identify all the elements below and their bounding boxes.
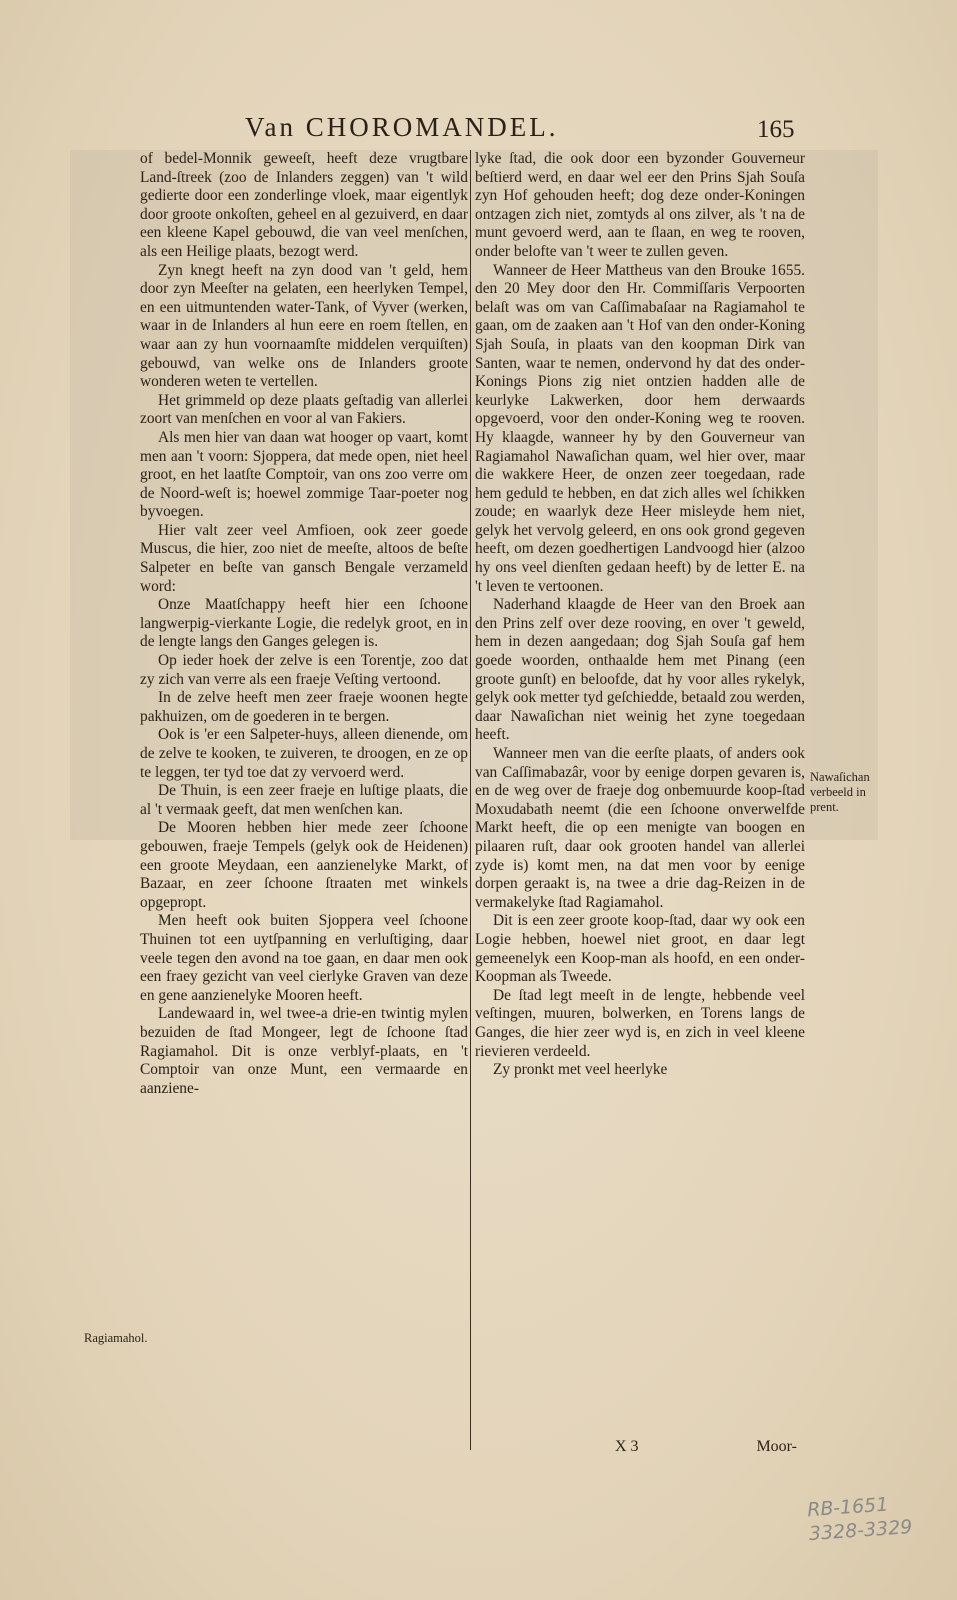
paragraph: Onze Maatſchappy heeft hier een ſchoone langwerpig-vierkante Logie, die redelyk groot, en in de lengte langs den Ganges gelegen is. (140, 596, 468, 651)
paragraph: Landewaard in, wel twee-a drie-en twintig mylen bezuiden de ſtad Mongeer, legt de ſchoone ſtad Ragiamahol. Dit is onze verblyf-plaats, en 't Comptoir van onze Munt, een vermaarde en aanziene- (140, 1005, 468, 1097)
column-rule (470, 150, 471, 1450)
paragraph: Zy pronkt met veel heerlyke (493, 1061, 668, 1079)
paragraph: De ſtad legt meeſt in de lengte, hebbende veel veſtingen, muuren, bolwerken, en Torens langs de Ganges, die hier zeer wyd is, en zich in veel kleene rievieren verdeeld. (475, 986, 805, 1060)
pencil-line: RB-1651 (806, 1493, 890, 1522)
paragraph: Het grimmeld op deze plaats geſtadig van allerlei zoort van menſchen en voor al van Fakiers. (140, 391, 468, 428)
paragraph: Wanneer men van die eerſte plaats, of anders ook van Caſſimabazâr, voor by eenige dorpen gevaren is, en de weg over de fraeje dog onbemuurde koop-ſtad Moxudabath neemt (die een ſchoone onverwelfde Markt heeft, die op een menigte van boogen en pilaaren ruſt, daar ook grooten handel van allerlei zyde is) komt men, na dat men voor by eenige dorpen geraakt is, na twee a drie dag-Reizen in de vermakelyke ſtad Ragiamahol. (475, 745, 805, 911)
signature-mark: X 3 (615, 1438, 639, 1455)
paragraph: lyke ſtad, die ook door een byzonder Gouverneur beſtierd werd, en daar wel eer den Prins Sjah Souſa zyn Hof gehouden heeft; dog deze onder-Koningen ontzagen zich niet, zomtyds al ons zilver, als 't na de munt gevoerd werd, aan te ſlaan, en weg te rooven, onder belofte van 't weer te zullen geven. (475, 150, 805, 260)
paragraph: Op ieder hoek der zelve is een Torentje, zoo dat zy zich van verre als een fraeje Veſting vertoond. (140, 652, 468, 688)
paragraph: Als men hier van daan wat hooger op vaart, komt men aan 't voorn: Sjoppera, dat mede open, niet heel groot, en het laatſte Comptoir, van ons zoo verre om de Noord-weſt is; hoewel zommige Taar-poeter nog byvoegen. (140, 428, 468, 521)
paragraph: De Thuin, is een zeer fraeje en luſtige plaats, die al 't vermaak geeft, dat men wenſchen kan. (140, 782, 468, 818)
catchword: Moor- (756, 1438, 797, 1455)
running-title: Van CHOROMANDEL. (245, 112, 559, 142)
paragraph: Men heeft ook buiten Sjoppera veel ſchoone Thuinen tot een uytſpanning en verluſtiging, daar veele tegen den avond na toe gaan, en daar men ook een fraey gezicht van veel cierlyke Graven van deze en gene aanzienelyke Mooren heeft. (140, 912, 468, 1004)
marginal-note-left: Ragiamahol. (84, 1331, 148, 1345)
paragraph: De Mooren hebben hier mede zeer ſchoone gebouwen, fraeje Tempels (gelyk ook de Heidenen) een groote Meydaan, een aanzienelyke Markt, of Bazaar, en zeer ſchoone ſtraaten met winkels opgepropt. (140, 819, 468, 911)
paragraph: of bedel-Monnik geweeſt, heeft deze vrugtbare Land-ſtreek (zoo de Inlanders zeggen) van 't wild gedierte door een zonderlinge vloek, maar eigentlyk door groote onkoſten, geheel en al gezuiverd, en daar een kleene Kapel gebouwd, die van veel menſchen, als een Heilige plaats, bezogt werd. (140, 150, 468, 260)
paragraph: Hier valt zeer veel Amfioen, ook zeer goede Muscus, die hier, zoo niet de meeſte, altoos de beſte Salpeter en beſte van gansch Bengale verzameld word: (140, 521, 468, 595)
right-column (475, 150, 805, 1080)
page-number: 165 (757, 116, 795, 143)
paragraph: Ook is 'er een Salpeter-huys, alleen dienende, om de zelve te kooken, te zuiveren, te droogen, en ze op te leggen, ter tyd toe dat zy vervoerd werd. (140, 726, 468, 781)
page-header (0, 112, 957, 148)
pencil-line: 3328-3329 (808, 1515, 914, 1546)
paragraph: Dit is een zeer groote koop-ſtad, daar wy ook een Logie hebben, hoewel niet groot, en daar legt gemeenelyk een Koop-man als hoofd, en een onder-Koopman als Tweede. (475, 912, 805, 986)
pencil-annotation (806, 1490, 929, 1546)
paragraph: Wanneer de Heer Mattheus van den Brouke 1655. den 20 Mey door den Hr. Commiſſaris Verpoorten belaſt was om van Caſſimabaſaar na Ragiamahol te gaan, om de zaaken aan 't Hof van den onder-Koning Sjah Souſa, in plaats van den koopman Dirk van Santen, waar te nemen, ondervond hy dat des onder-Konings Pions zig niet ontzien hadden alle de keurlyke Lakwerken, door hem derwaards opgevoerd, voor den onder-Koning weg te rooven. Hy klaagde, wanneer hy by den Gouverneur van Ragiamahol Nawaſichan quam, wel hier over, maar die wakkere Heer, de onzen zeer toegedaan, rade hem geduld te hebben, en dat zich alles wel ſchikken zoude; en waarlyk deze Heer misleyde hem niet, gelyk het vervolg geleerd, en ons ook grond gegeven heeft, om dezen goedhertigen Landvoogd hier (alzoo hy ons veel dienſten gedaan heeft) by de letter E. na 't leven te vertoonen. (475, 261, 805, 595)
paragraph: Zyn knegt heeft na zyn dood van 't geld, hem door zyn Meeſter na gelaten, een heerlyken Tempel, en een uitmuntenden water-Tank, of Vyver (werken, waar in de Inlanders al hun eere en roem ſtellen, en waar aan zy hun voornaamſte middelen verquiſten) gebouwd, van welke ons de Inlanders groote wonderen weten te vertellen. (140, 261, 468, 391)
marginal-note-right: Nawaſichan verbeeld in prent. (810, 770, 870, 814)
page-footer (475, 1438, 805, 1460)
paragraph: In de zelve heeft men zeer fraeje woonen hegte pakhuizen, om de goederen in te bergen. (140, 689, 468, 725)
paragraph: Naderhand klaagde de Heer van den Broek aan den Prins zelf over deze rooving, en over 't geweld, hem in dezen aangedaan; dog Sjah Souſa gaf hem goede woorden, onthaalde hem met Pinang (een groote gunſt) en beloofde, dat hy voor alles rykelyk, gelyk ook metter tyd geſchiedde, betaald zou werden, daar Nawaſichan niet weinig het zyne toegedaan heeft. (475, 596, 805, 744)
left-column (140, 150, 468, 1098)
